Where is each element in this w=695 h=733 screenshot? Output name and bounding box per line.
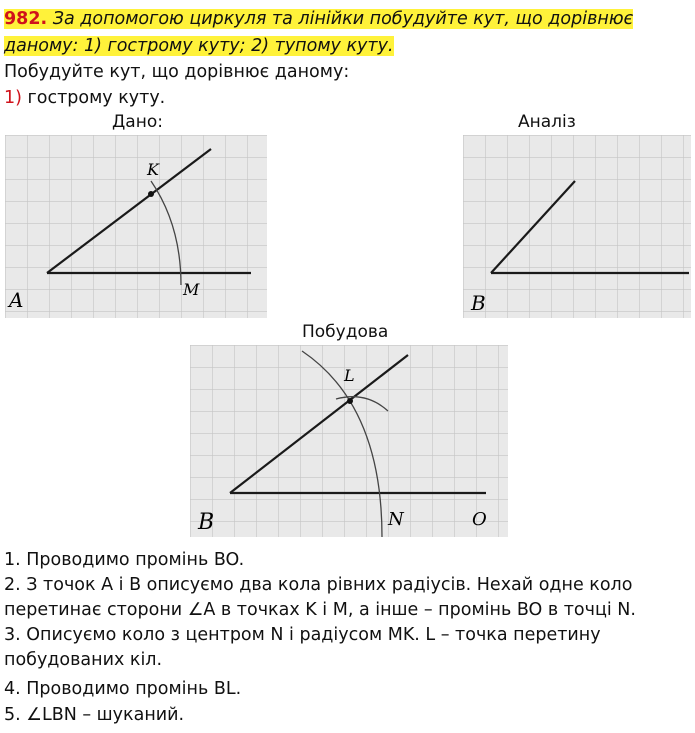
step-1: 1. Проводимо промінь BO. bbox=[4, 550, 245, 570]
figure-construction bbox=[190, 345, 508, 537]
label-n: N bbox=[388, 509, 404, 530]
item-number: 1) bbox=[4, 88, 22, 108]
label-o: O bbox=[472, 509, 487, 530]
caption-analysis: Аналіз bbox=[518, 112, 576, 132]
task-statement bbox=[4, 6, 691, 60]
item-text: гострому куту. bbox=[27, 88, 166, 108]
step-3-line-1: 3. Описуємо коло з центром N і радіусом MK. L – точка перетину bbox=[4, 625, 601, 645]
step-3-line-2: побудованих кіл. bbox=[4, 650, 163, 670]
label-k: K bbox=[147, 160, 159, 179]
step-2-line-1: 2. З точок A і B описуємо два кола рівних радіусів. Нехай одне коло bbox=[4, 575, 633, 595]
label-b: B bbox=[198, 510, 215, 535]
label-a: A bbox=[9, 288, 24, 312]
label-b: B bbox=[471, 291, 486, 315]
point-k bbox=[148, 191, 154, 197]
label-l: L bbox=[344, 366, 355, 385]
point-l bbox=[347, 398, 353, 404]
step-4: 4. Проводимо промінь BL. bbox=[4, 679, 242, 699]
figure-analysis bbox=[463, 135, 691, 318]
task-number: 982. bbox=[4, 9, 48, 29]
label-m: M bbox=[183, 280, 200, 299]
figure-given bbox=[5, 135, 267, 318]
caption-given: Дано: bbox=[112, 112, 163, 132]
intro-text: Побудуйте кут, що дорівнює даному: bbox=[4, 62, 350, 82]
step-2-line-2: перетинає сторони ∠A в точках K і M, а інше – промінь BO в точці N. bbox=[4, 600, 636, 620]
item-1 bbox=[4, 86, 165, 110]
task-text: За допомогою циркуля та лінійки побудуйте кут, що дорівнює даному: 1) гострому куту; 2) тупому куту. bbox=[4, 9, 634, 56]
caption-construction: Побудова bbox=[302, 322, 389, 342]
step-5: 5. ∠LBN – шуканий. bbox=[4, 705, 185, 725]
